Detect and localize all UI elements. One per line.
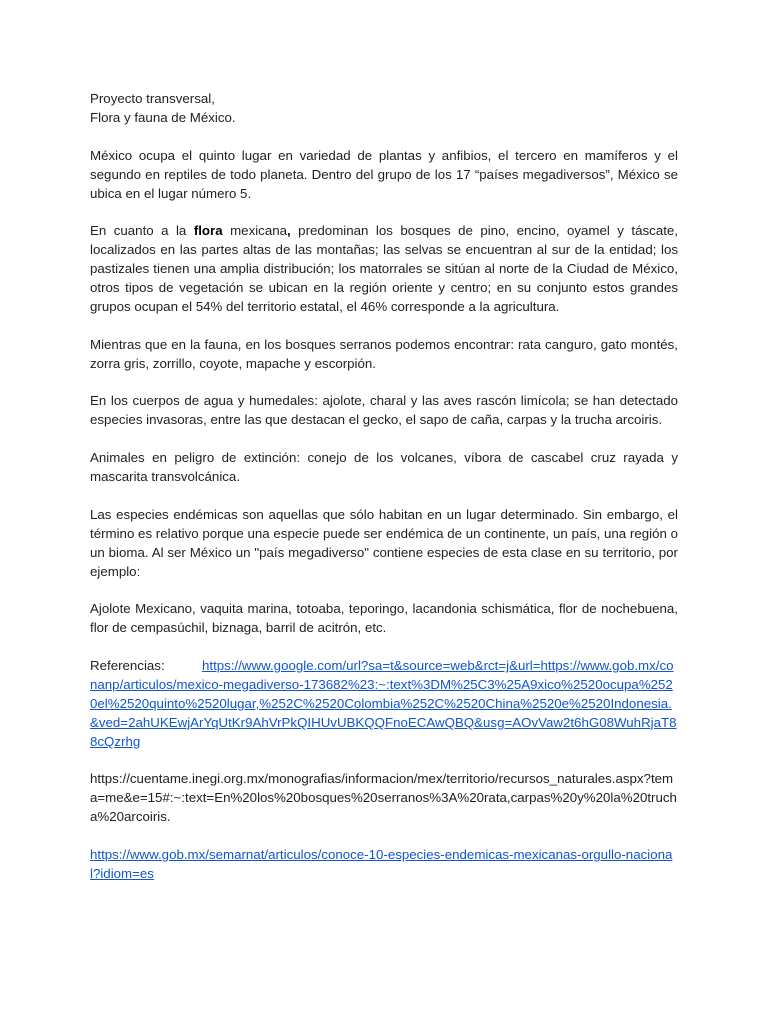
- document-title-line-2: Flora y fauna de México.: [90, 109, 236, 125]
- flora-comma: ,: [287, 223, 291, 239]
- reference-link-3[interactable]: https://www.gob.mx/semarnat/articulos/conoce-10-especies-endemicas-mexicanas-orgullo-nacional?idiom=es: [90, 847, 673, 881]
- paragraph-intro: México ocupa el quinto lugar en variedad de plantas y anfibios, el tercero en mamíferos y el segundo en reptiles de todo planeta. Dentro del grupo de los 17 “países megadiversos”, México se ubica en el lugar número 5.: [90, 147, 678, 201]
- paragraph-ejemplos: Ajolote Mexicano, vaquita marina, totoaba, teporingo, lacandonia schismática, flor de nochebuena, flor de cempasúchil, biznaga, barril de acitrón, etc.: [90, 601, 678, 636]
- flora-rest: predominan los bosques de pino, encino, oyamel y táscate, localizados en las partes altas de las montañas; las selvas se encuentran al sur de la entidad; los pastizales tienen una amplia distribución; los matorrales se sitúan al norte de la Ciudad de México, otros tipos de vegetación se ubican en la región oriente y centro; en su conjunto estos grandes grupos ocupan el 54% del territorio estatal, el 46% corresponde a la agricultura.: [90, 223, 678, 314]
- reference-text-2: https://cuentame.inegi.org.mx/monografias/informacion/mex/territorio/recursos_naturales.aspx?tema=me&e=15#:~:text=En%20los%20bosques%20serranos%3A%20rata,carpas%20y%20la%20trucha%20arcoiris.: [90, 771, 677, 825]
- paragraph-agua: En los cuerpos de agua y humedales: ajolote, charal y las aves rascón limícola; se han detectado especies invasoras, entre las que destacan el gecko, el sapo de caña, carpas y la trucha arcoiris.: [90, 393, 678, 428]
- document-title-line-1: Proyecto transversal,: [90, 91, 215, 106]
- flora-bold-word: flora: [193, 223, 223, 239]
- paragraph-flora: [90, 222, 678, 317]
- references-paragraph: [90, 657, 678, 752]
- paragraph-endemicas: Las especies endémicas son aquellas que sólo habitan en un lugar determinado. Sin embargo, el término es relativo porque una especie puede ser endémica de un continente, un país, una región o un bioma. Al ser México un "país megadiverso" contiene especies de esta clase en su territorio, por ejemplo:: [90, 506, 678, 579]
- references-label: Referencias:: [90, 658, 165, 674]
- title-block: [90, 90, 678, 128]
- reference-paragraph-3: [90, 846, 678, 884]
- paragraph-fauna: Mientras que en la fauna, en los bosques serranos podemos encontrar: rata canguro, gato montés, zorra gris, zorrillo, coyote, mapache y escorpión.: [90, 336, 678, 371]
- flora-mid: mexicana: [222, 223, 288, 239]
- reference-link-1[interactable]: https://www.google.com/url?sa=t&source=web&rct=j&url=https://www.gob.mx/conanp/articulos/mexico-megadiverso-173682%23:~:text%3DM%25C3%25A9xico%2520ocupa%2520el%2520quinto%2520lugar,%252C%2520Colombia%252C%2520China%2520e%2520Indonesia.&ved=2ahUKEwjArYqUtKr9AhVrPkQIHUvUBKQQFnoECAwQBQ&usg=AOvVaw2t6hG08WuhRjaT88cQzrhg: [90, 658, 677, 749]
- flora-prefix: En cuanto a la: [90, 223, 194, 239]
- paragraph-extincion: Animales en peligro de extinción: conejo de los volcanes, víbora de cascabel cruz rayada y mascarita transvolcánica.: [90, 450, 678, 485]
